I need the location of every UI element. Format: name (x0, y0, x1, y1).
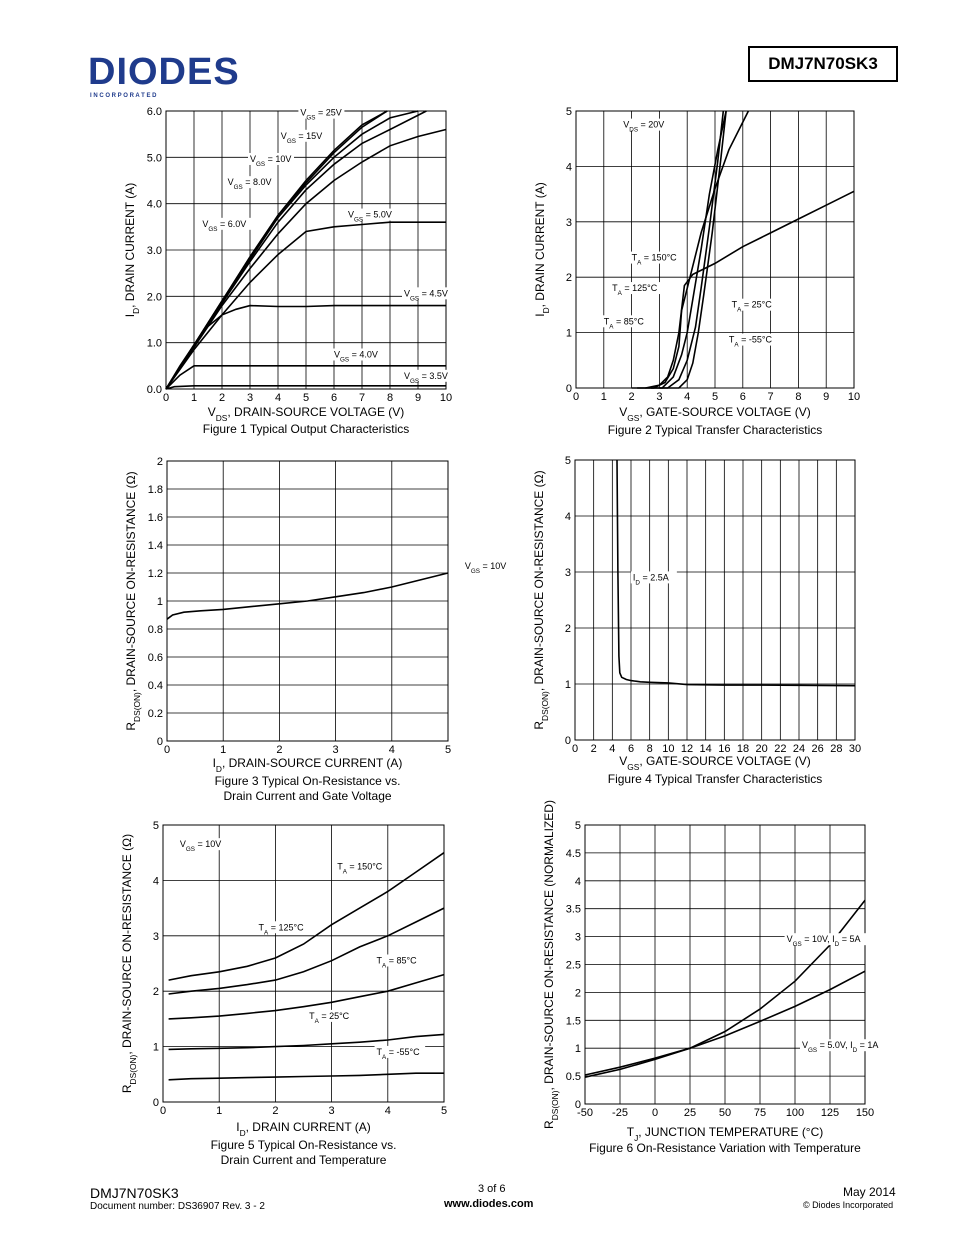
series-line (169, 908, 444, 994)
y-tick-label: 4 (574, 875, 581, 888)
chart-title: Figure 6 On-Resistance Variation with Temperature (589, 1141, 861, 1155)
series-label: $V_{GS} = 4.0V$ (334, 349, 378, 363)
x-tick-label: 2 (628, 391, 635, 403)
y-tick-label: 1 (152, 1041, 159, 1054)
x-tick-label: 4 (684, 391, 691, 403)
y-tick-label: 0.4 (147, 680, 163, 692)
y-tick-label: 2 (564, 623, 571, 635)
y-tick-label: 5 (565, 106, 572, 118)
x-tick-label: 5 (302, 392, 310, 404)
x-tick-label: 0 (159, 1105, 167, 1117)
x-tick-label: 0 (163, 744, 171, 756)
y-tick-label: 2.0 (146, 291, 162, 304)
y-tick-label: 3.5 (565, 903, 581, 916)
x-tick-label: 100 (785, 1107, 805, 1119)
footer-part: DMJ7N70SK3 (90, 1185, 179, 1201)
y-tick-label: 3 (564, 567, 571, 579)
series-label: $T_A = 85^\circ C$ (603, 316, 644, 330)
chart-title: Figure 1 Typical Output Characteristics (202, 422, 410, 436)
y-tick-label: 5.0 (146, 152, 162, 165)
x-tick-label: 6 (739, 391, 746, 403)
y-axis-label: $R_{DS(ON)}$, DRAIN-SOURCE ON-RESISTANCE (NORMALIZED) (542, 800, 560, 1129)
x-tick-label: 50 (718, 1107, 732, 1119)
series-line (169, 975, 444, 1019)
y-axis-label: $R_{DS(ON)}$, DRAIN-SOURCE ON-RESISTANCE (Ω) (124, 471, 142, 731)
y-tick-label: 0.2 (147, 708, 163, 720)
y-tick-label: 1.6 (147, 512, 163, 524)
x-tick-label: 1 (190, 392, 198, 404)
y-tick-label: 1 (574, 1043, 581, 1056)
x-axis-label: $T_J$, JUNCTION TEMPERATURE (°C) (626, 1125, 824, 1143)
footer-doc: Document number: DS36907 Rev. 3 - 2 (90, 1201, 265, 1212)
x-tick-label: 7 (767, 391, 774, 403)
series-label: $T_A = 150^\circ C$ (337, 861, 383, 875)
y-tick-label: 2 (565, 272, 572, 285)
y-tick-label: 0 (574, 1099, 581, 1111)
x-tick-label: 20 (755, 743, 768, 755)
x-tick-label: 24 (792, 743, 806, 755)
x-tick-label: 9 (414, 392, 422, 404)
y-tick-label: 2 (574, 987, 581, 1000)
y-tick-label: 2 (156, 456, 163, 468)
series-label: $T_A = 25^\circ C$ (731, 299, 772, 314)
x-tick-label: 1 (600, 391, 607, 403)
series-label: $V_{GS} = 3.5V$ (404, 370, 448, 385)
y-tick-label: 1.0 (146, 337, 162, 350)
x-tick-label: 18 (736, 743, 750, 755)
x-tick-label: 5 (444, 744, 452, 756)
y-tick-label: 1.4 (147, 540, 163, 552)
x-tick-label: 3 (332, 744, 339, 756)
annotation: $V_{GS} = 10V$ (179, 839, 222, 853)
series-line (646, 111, 727, 388)
x-tick-label: 8 (795, 391, 802, 403)
series-label: $T_A = 25^\circ C$ (309, 1010, 350, 1025)
x-tick-label: 10 (662, 743, 675, 755)
y-tick-label: 5 (152, 820, 159, 832)
x-tick-label: 25 (683, 1107, 697, 1119)
y-tick-label: 1.5 (565, 1015, 581, 1028)
x-tick-label: 75 (753, 1107, 767, 1119)
x-axis-label: $I_D$, DRAIN CURRENT (A) (236, 1120, 371, 1138)
x-tick-label: 125 (820, 1107, 840, 1119)
x-tick-label: 4 (609, 743, 616, 755)
chart-title: Figure 4 Typical Transfer Characteristics (607, 772, 823, 786)
x-tick-label: 0 (162, 392, 170, 404)
x-tick-label: 4 (274, 392, 282, 404)
footer-page: 3 of 6 (478, 1183, 506, 1195)
x-tick-label: 6 (330, 392, 338, 404)
y-tick-label: 0 (565, 383, 572, 395)
x-tick-label: 2 (590, 743, 597, 755)
series-label: $T_A = 125^\circ C$ (612, 283, 658, 297)
x-tick-label: 2 (276, 744, 283, 756)
y-tick-label: 0.8 (147, 624, 163, 636)
x-tick-label: 7 (358, 392, 366, 404)
x-tick-label: 3 (328, 1105, 335, 1117)
series-label: $V_{GS} = 15V$ (280, 130, 323, 145)
series-label: $I_D = 2.5A$ (632, 572, 669, 586)
series-label: $V_{GS} = 6.0V$ (202, 218, 247, 233)
series-label: $V_{GS} = 10V$ (464, 560, 507, 575)
y-axis-label: $R_{DS(ON)}$, DRAIN-SOURCE ON-RESISTANCE (Ω) (120, 833, 138, 1094)
y-tick-label: 1 (156, 596, 163, 608)
y-tick-label: 6.0 (146, 106, 162, 118)
x-tick-label: 1 (220, 744, 227, 756)
x-tick-label: 30 (848, 743, 862, 755)
logo-subtext: I N C O R P O R A T E D (90, 93, 157, 99)
x-axis-label: $V_{GS}$, GATE-SOURCE VOLTAGE (V) (619, 405, 811, 423)
x-tick-label: 6 (627, 743, 635, 755)
x-tick-label: 5 (440, 1105, 448, 1117)
chart-title: Figure 3 Typical On-Resistance vs. (214, 774, 401, 788)
y-tick-label: 4 (565, 161, 572, 174)
x-tick-label: 0 (571, 743, 579, 755)
x-tick-label: 0 (651, 1107, 659, 1119)
y-tick-label: 3.0 (146, 245, 162, 257)
y-tick-label: 2.5 (565, 959, 581, 972)
series-label: $T_A = -55^\circ C$ (376, 1046, 420, 1061)
x-tick-label: 10 (847, 391, 861, 403)
y-tick-label: 1.8 (147, 484, 163, 496)
series-label: $V_{GS} = 4.5V$ (404, 288, 448, 302)
x-tick-label: 10 (439, 392, 453, 404)
x-tick-label: 3 (656, 391, 663, 403)
y-axis-label: $R_{DS(ON)}$, DRAIN-SOURCE ON-RESISTANCE (Ω) (532, 470, 550, 730)
x-tick-label: -50 (577, 1107, 593, 1119)
x-tick-label: 4 (388, 744, 395, 756)
y-tick-label: 5 (564, 455, 571, 467)
series-label: $V_{GS} = 5.0V$ (348, 209, 392, 224)
y-tick-label: 5 (574, 820, 581, 832)
footer-copyright: © Diodes Incorporated (803, 1200, 894, 1210)
x-tick-label: 14 (699, 743, 712, 755)
y-tick-label: 1.2 (147, 568, 163, 580)
chart-subtitle: Drain Current and Temperature (220, 1153, 387, 1167)
series-label: $V_{GS} = 8.0V$ (227, 177, 272, 191)
y-tick-label: 1 (565, 327, 572, 340)
x-tick-label: 16 (718, 743, 731, 755)
series-label: $V_{GS} = 10V$ (250, 153, 292, 168)
y-tick-label: 1 (564, 679, 571, 691)
chart-title: Figure 2 Typical Transfer Characteristics (607, 423, 823, 437)
x-tick-label: 0 (572, 391, 580, 403)
y-tick-label: 3 (565, 216, 572, 229)
x-tick-label: -25 (612, 1107, 628, 1119)
footer-site: www.diodes.com (444, 1198, 534, 1210)
y-tick-label: 4 (152, 875, 159, 888)
x-tick-label: 8 (646, 743, 653, 755)
x-tick-label: 5 (711, 391, 719, 403)
series-line (637, 111, 748, 388)
x-tick-label: 1 (216, 1105, 223, 1117)
x-tick-label: 2 (218, 392, 226, 404)
y-axis-label: $I_D$, DRAIN CURRENT (A) (533, 182, 551, 317)
y-tick-label: 0 (156, 736, 163, 748)
x-tick-label: 2 (272, 1105, 279, 1117)
chart-title: Figure 5 Typical On-Resistance vs. (210, 1138, 397, 1152)
y-tick-label: 4 (564, 511, 571, 523)
series-label: $T_A = 150^\circ C$ (631, 252, 677, 267)
series-label: $T_A = 85^\circ C$ (376, 955, 417, 969)
x-tick-label: 3 (246, 392, 254, 404)
x-axis-label: $V_{DS}$, DRAIN-SOURCE VOLTAGE (V) (207, 405, 405, 423)
series-line (659, 111, 726, 388)
y-tick-label: 0 (152, 1097, 159, 1109)
y-tick-label: 0.5 (565, 1071, 581, 1084)
series-label: $V_{GS} = 25V$ (300, 107, 342, 122)
y-tick-label: 0 (564, 735, 571, 747)
series-label: $T_A = -55^\circ C$ (728, 334, 772, 349)
series-line (167, 573, 448, 619)
logo-wordmark: DIODES (88, 52, 240, 93)
footer-date: May 2014 (843, 1185, 896, 1199)
x-tick-label: 26 (811, 743, 824, 755)
y-tick-label: 0.6 (147, 652, 163, 664)
series-label: $T_A = 125^\circ C$ (258, 922, 304, 936)
x-tick-label: 4 (384, 1105, 391, 1117)
y-tick-label: 3 (574, 931, 581, 944)
x-tick-label: 22 (774, 743, 787, 755)
part-number-box: DMJ7N70SK3 (748, 46, 898, 82)
x-tick-label: 150 (855, 1107, 875, 1119)
y-tick-label: 2 (152, 986, 159, 999)
x-tick-label: 12 (680, 743, 694, 755)
chart-subtitle: Drain Current and Gate Voltage (223, 789, 392, 803)
series-line (169, 1073, 444, 1080)
x-tick-label: 28 (830, 743, 843, 755)
y-tick-label: 4.5 (565, 847, 581, 860)
annotation: $V_{DS} = 20V$ (623, 119, 665, 134)
x-tick-label: 9 (823, 391, 830, 403)
series-label: $V_{GS} = 5.0V$, $I_D = 1A$ (802, 1040, 879, 1054)
x-tick-label: 8 (386, 392, 394, 404)
y-tick-label: 4.0 (146, 198, 162, 211)
y-tick-label: 3 (152, 930, 159, 943)
y-axis-label: $I_D$, DRAIN CURRENT (A) (123, 182, 141, 318)
series-label: $V_{GS} = 10V$, $I_D = 5A$ (786, 934, 861, 948)
x-axis-label: $V_{GS}$, GATE-SOURCE VOLTAGE (V) (619, 754, 811, 772)
x-axis-label: $I_D$, DRAIN-SOURCE CURRENT (A) (212, 756, 403, 774)
y-tick-label: 0.0 (146, 384, 162, 396)
